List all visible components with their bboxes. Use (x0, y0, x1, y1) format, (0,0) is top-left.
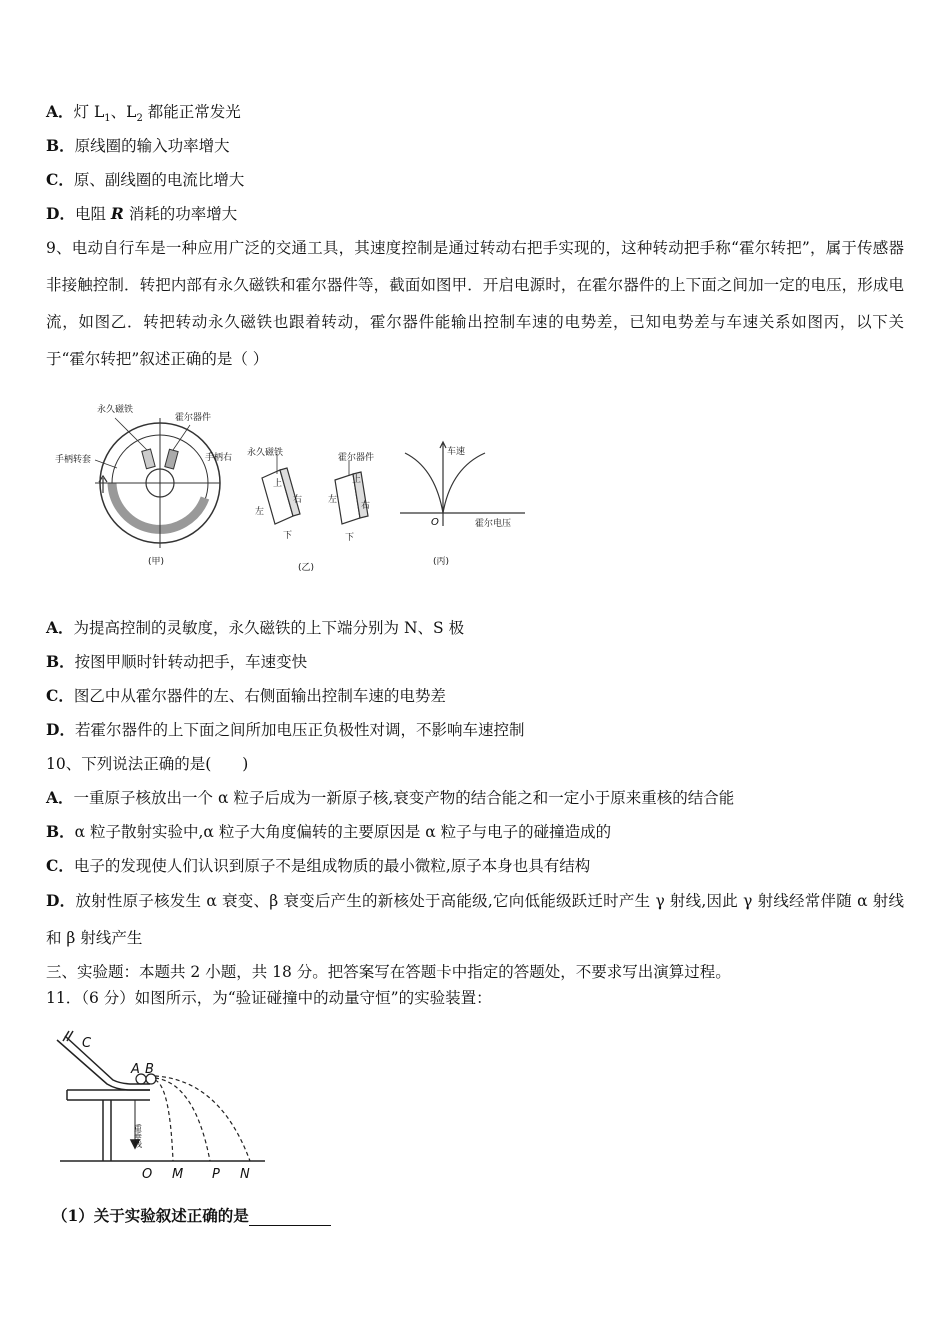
label-n: N (240, 1167, 250, 1182)
q9-option-b: B．按图甲顺时针转动把手，车速变快 (46, 652, 308, 671)
yi-bottom-label: 下 (283, 531, 293, 541)
figure-jia (95, 418, 220, 548)
yi-caption: (乙) (298, 563, 315, 573)
label-a: A (131, 1062, 140, 1077)
q8-option-c: C．原、副线圈的电流比增大 (46, 170, 245, 189)
q9-stem: 9、电动自行车是一种应用广泛的交通工具，其速度控制是通过转动右把手实现的，这种转动把手称“霍尔转把”，属于传感器非接触控制．转把内部有永久磁铁和霍尔器件等，截面如图甲．开启电源时，在霍尔器件的上下面之间加一定的电压，形成电流，如图乙．转把转动永久磁铁也跟着转动，霍尔器件能输出控制车速的电势差，已知电势差与车速关系如图丙，以下关于“霍尔转把”叙述正确的是（ ） (46, 239, 904, 368)
bing-origin-label: O (431, 517, 439, 528)
bing-voltage-label: 霍尔电压 (475, 519, 512, 529)
q8-option-a: A．灯 $L_1$、$L_2$ 都能正常发光 (46, 102, 241, 125)
label-c: C (82, 1036, 92, 1051)
yi-left2-label: 左 (328, 495, 338, 505)
q10-option-a: A．一重原子核放出一个 α 粒子后成为一新原子核,衰变产物的结合能之和一定小于原来重核的结合能 (46, 788, 735, 807)
plumb-label: 重垂线 (133, 1124, 143, 1148)
yi-right2-label: 右 (361, 501, 371, 511)
q10-option-b: B．α 粒子散射实验中,α 粒子大角度偏转的主要原因是 α 粒子与电子的碰撞造成的 (46, 822, 612, 841)
jia-sleeve-label: 手柄转套 (55, 455, 92, 465)
bing-caption: (丙) (433, 557, 450, 567)
q9-option-c: C．图乙中从霍尔器件的左、右侧面输出控制车速的电势差 (46, 686, 446, 705)
label-b: B (145, 1062, 154, 1077)
jia-caption: (甲) (148, 557, 165, 567)
q11-subquestion-1: （1）关于实验叙述正确的是 (52, 1206, 331, 1226)
bing-speed-label: 车速 (447, 447, 466, 457)
label-o: O (142, 1167, 153, 1182)
yi-bottom2-label: 下 (345, 533, 355, 543)
label-p: P (212, 1167, 220, 1182)
yi-hall-label: 霍尔器件 (338, 453, 375, 463)
q11-stem: 11．（6 分）如图所示，为“验证碰撞中的动量守恒”的实验装置： (46, 989, 492, 1007)
q8-option-d: D．电阻 R 消耗的功率增大 (46, 204, 238, 223)
q9-figure (55, 398, 535, 576)
yi-top-label: 上 (273, 479, 283, 489)
section-3-heading: 三、实验题：本题共 2 小题，共 18 分。把答案写在答题卡中指定的答题处，不要求写出演算过程。 (46, 963, 731, 981)
label-m: M (172, 1167, 184, 1182)
q10-option-d: D．放射性原子核发生 α 衰变、β 衰变后产生的新核处于高能级,它向低能级跃迁时产生 γ 射线,因此 γ 射线经常伴随 α 射线和 β 射线产生 (46, 891, 904, 947)
q10-stem: 10、下列说法正确的是( ) (46, 755, 249, 773)
q8-option-b: B．原线圈的输入功率增大 (46, 136, 230, 155)
yi-left-label: 左 (255, 507, 265, 517)
q10-option-c: C．电子的发现使人们认识到原子不是组成物质的最小微粒,原子本身也具有结构 (46, 856, 591, 875)
yi-magnet-label: 永久磁铁 (247, 448, 284, 458)
yi-right-label: 右 (293, 495, 303, 505)
jia-magnet-label: 永久磁铁 (97, 405, 134, 415)
plumb-line-label (134, 1123, 143, 1149)
figure-yi (262, 454, 371, 524)
yi-top2-label: 上 (352, 475, 362, 485)
q11-figure (45, 1028, 285, 1188)
answer-blank[interactable] (249, 1209, 331, 1226)
q9-option-d: D．若霍尔器件的上下面之间所加电压正负极性对调，不影响车速控制 (46, 720, 525, 739)
q9-option-a: A．为提高控制的灵敏度，永久磁铁的上下端分别为 N、S 极 (46, 618, 465, 637)
jia-hall-label: 霍尔器件 (175, 413, 212, 423)
jia-right-label: 手柄右 (205, 453, 233, 463)
